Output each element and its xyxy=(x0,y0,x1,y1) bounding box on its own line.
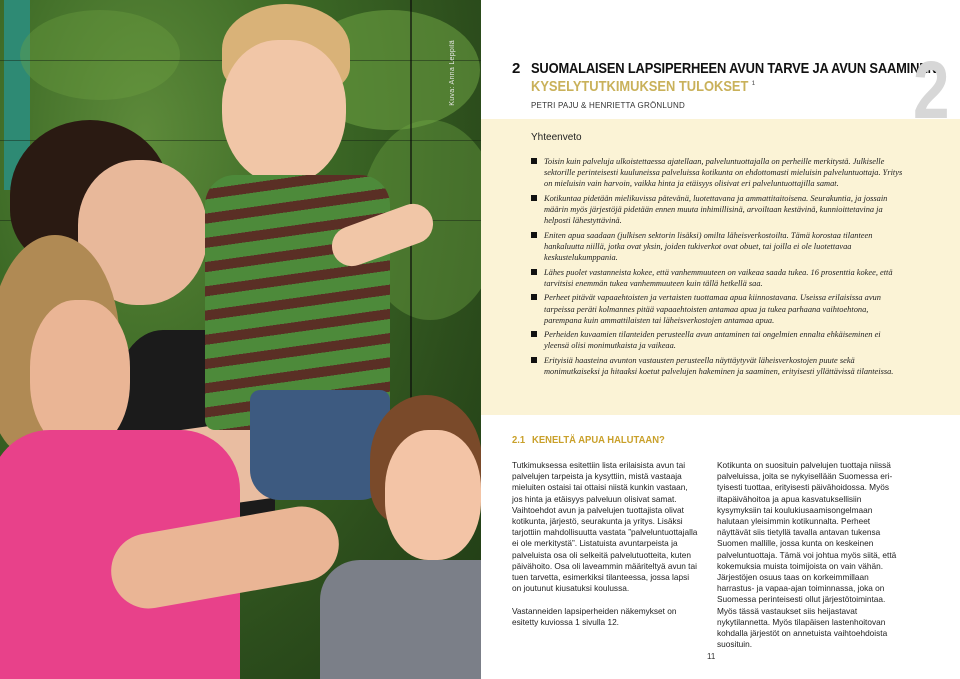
body-paragraph: Vastanneiden lapsiperheiden näkemykset on esitetty kuviossa 1 sivulla 12. xyxy=(512,605,677,627)
child-jeans xyxy=(250,390,390,500)
square-bullet-icon xyxy=(531,195,537,201)
small-girl-face xyxy=(385,430,481,560)
square-bullet-icon xyxy=(531,158,537,164)
summary-item: Toisin kuin palveluja ulkoistettaessa ajatellaan, palveluntuottajalla on perheille merkitystä. Julkiselle sektorille perinteisesti kuuluneissa palveluissa kotikunta on ehdottomasti mieluisin palveluntuottaja. Yritys on mieluisin vain harvoin, vaikka hinta ja etäisyys olisivat eri palveluntuottajilla samat. xyxy=(531,156,903,189)
summary-item: Kotikuntaa pidetään mielikuvissa pätevänä, luotettavana ja ammattitaitoisena. Seurakuntia, ja jossain määrin myös järjestöjä pidetään ennen muuta inhimillisinä, arvoiltaan kestävinä, kunnioittetavina ja helposti lähestyttävinä. xyxy=(531,193,903,226)
chapter-big-number: 2 xyxy=(913,45,950,136)
summary-item: Eniten apua saadaan (julkisen sektorin lisäksi) omilta läheisverkostoilta. Tämä korostaa tilanteen hankaluutta niillä, jotka ovat yksin, joiden tukiverkot ovat obuet, tai joilla ei ole luotettavaa keskustelukumppania. xyxy=(531,230,903,263)
square-bullet-icon xyxy=(531,357,537,363)
square-bullet-icon xyxy=(531,269,537,275)
page-number: 11 xyxy=(707,652,716,661)
body-paragraph: Kotikunta on suosituin palvelujen tuottaja niissä palveluissa, joita se nykyisellään Suomessa eri-tyisesti tuottaa, erityisesti päivähoidossa. Myös iltapäivähoitoa ja apua kasvatuksellisiin kysymyksiin tai koulukiusaamisongelmaan halutaan yleisimmin kotikunnalta. Perheet näyttävät siis tietyllä tavalla antavan tukensa Suomen mallille, jossa kunta on keskeinen palveluntuottaja. Tämä voi johtua myös siitä, että kokemuksia muista toimijoista on vain vähän. Järjestöjen osuus taas on korkeimmillaan harrastus- ja vapaa-ajan toiminnassa, joka on Suomessa perinteisesti ollut järjestötoimintaa. Myös tässä vastaukset siis heijastavat nykytilannetta. Myös tilapäisen lastenhoitovan kohdalla järjestöt on annetuista vaihtoehdoista suosituin. xyxy=(717,460,897,650)
square-bullet-icon xyxy=(531,232,537,238)
child-face xyxy=(222,40,346,185)
chapter-title: SUOMALAISEN LAPSIPERHEEN AVUN TARVE JA AVUN SAAMINEN: xyxy=(531,60,941,77)
square-bullet-icon xyxy=(531,331,537,337)
body-column-right xyxy=(717,460,903,662)
summary-item: Perheiden kuvaamien tilanteiden perusteella avun antaminen tai ongelmien ennalta ehkäiseminen ei yleensä olisi monimutkaista ja vaikeaa. xyxy=(531,329,903,351)
footnote-mark[interactable]: 1 xyxy=(751,81,755,87)
section-title: KENELTÄ APUA HALUTAAN? xyxy=(532,434,665,446)
photo-credit: Kuva: Anna Leppilä xyxy=(449,40,456,106)
square-bullet-icon xyxy=(531,294,537,300)
summary-item: Lähes puolet vastanneista kokee, että vanhemmuuteen on vaikeaa saada tukea. 16 prosenttia kokee, että tarvitsisi enemmän tukea vanhemmuuteen kuin tällä hetkellä saa. xyxy=(531,267,903,289)
chapter-subtitle: KYSELYTUTKIMUKSEN TULOKSET $^1$ xyxy=(531,78,755,95)
girl-face xyxy=(30,300,130,450)
chapter-number: 2 xyxy=(512,60,521,77)
section-number: 2.1 xyxy=(512,434,526,446)
summary-heading: Yhteenveto xyxy=(531,132,582,143)
summary-item: Erityisiä haasteina avunton vastausten perusteella näyttäytyvät läheisverkostojen puute sekä monimutkaiseksi ja hitaaksi koetut palvelujen hakeminen ja saaminen, erityisesti yllättävissä tilanteissa. xyxy=(531,355,903,377)
summary-item: Perheet pitävät vapaaehtoisten ja vertaisten tuottamaa apua kiinnostavana. Useissa erilaisissa avun tarpeissa peräti kolmannes pitää vapaaehtoisten antamaa apua ja tukea parhaana vaihtoehtona, parempana kuin ammattilaisten tai läheisverkostojen antamaa apua. xyxy=(531,292,903,325)
chapter-authors: PETRI PAJU & HENRIETTA GRÖNLUND xyxy=(531,101,685,110)
body-paragraph: Tutkimuksessa esitettiin lista erilaisista avun tai palvelujen tarpeista ja kysyttiin, mistä vastaaja mieluiten ostaisi tai ottaisi niistä kunkin vastaan, jos hinta ja etäisyys palveluun olisivat samat. Vaihtoehdot avun ja palvelujen tuottajista olivat kotikunta, järjestö, seurakunta ja yritys. Lisäksi tarjottiin mahdollisuutta vastata ”palveluntuottajalla ei ole merkitystä”. Listatuista avuntarpeista ja palveluista osa oli selkeitä palvelutuotteita, kuten päivähoito. Osa oli laveammin määriteltyä avun tai tuen tarvetta, esimerkiksi tilanteessa, jossa lapsi on joutunut kiusatuksi koulussa. xyxy=(512,460,698,594)
body-column-left xyxy=(512,460,698,639)
summary-list xyxy=(531,156,903,381)
